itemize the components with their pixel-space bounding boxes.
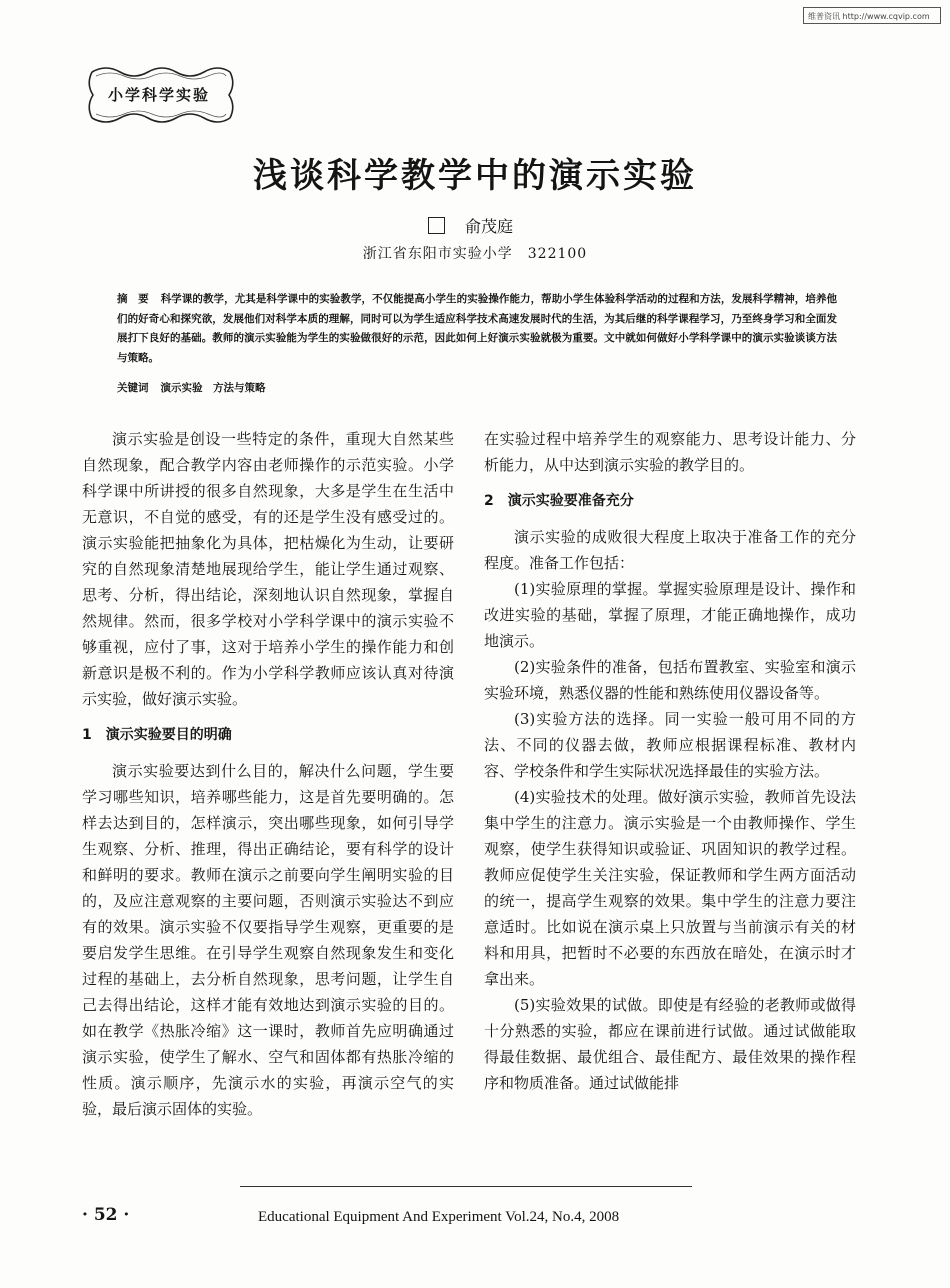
continued-paragraph: 在实验过程中培养学生的观察能力、思考设计能力、分析能力，从中达到演示实验的教学目的。 — [484, 430, 856, 474]
column-label: 小学科学实验 — [108, 86, 211, 104]
abstract — [117, 290, 837, 368]
abstract-text: 科学课的教学，尤其是科学课中的实验教学，不仅能提高小学生的实验操作能力，帮助小学生体验科学活动的过程和方法，发展科学精神，培养他们的好奇心和探究欲，发展他们对科学本质的理解，同时可以为学生适应科学技术高速发展时代的生活，为其后继的科学课程学习，乃至终身学习和全面发展打下良好的基础。教师的演示实验能为学生的实验做很好的示范，因此如何上好演示实验就极为重要。文中就如何做好小学科学课中的演示实验谈谈方法与策略。 — [117, 293, 838, 364]
section-2-intro: 演示实验的成败很大程度上取决于准备工作的充分程度。准备工作包括： — [484, 528, 856, 572]
footer-rule — [240, 1186, 692, 1187]
left-column — [82, 426, 454, 1122]
section-heading-2: 2 演示实验要准备充分 — [484, 493, 634, 509]
keywords-label: 关键词 — [117, 382, 149, 394]
intro-paragraph: 演示实验是创设一些特定的条件，重现大自然某些自然现象，配合教学内容由老师操作的示范实验。小学科学课中所讲授的很多自然现象，大多是学生在生活中无意识，不自觉的感受，有的还是学生没有感受过的。演示实验能把抽象化为具体，把枯燥化为生动，让要研究的自然现象清楚地展现给学生，能让学生通过观察、思考、分析，得出结论，深刻地认识自然现象，掌握自然规律。然而，很多学校对小学科学课中的演示实验不够重视，应付了事，这对于培养小学生的操作能力和创新意识是极不利的。作为小学科学教师应该认真对待演示实验，做好演示实验。 — [82, 430, 454, 708]
page-number: · 52 · — [82, 1205, 130, 1225]
author-name: 俞茂庭 — [465, 217, 514, 236]
article-title: 浅谈科学教学中的演示实验 — [253, 156, 697, 196]
author-box-icon — [428, 217, 445, 234]
abstract-label: 摘 要 — [117, 293, 149, 305]
source-stamp: 维普资讯 http://www.cqvip.com — [803, 7, 941, 24]
list-item: (1)实验原理的掌握。掌握实验原理是设计、操作和改进实验的基础，掌握了原理，才能正确地操作，成功地演示。 — [484, 580, 856, 650]
section-1-paragraph: 演示实验要达到什么目的，解决什么问题，学生要学习哪些知识，培养哪些能力，这是首先要明确的。怎样去达到目的，怎样演示，突出哪些现象，如何引导学生观察、分析、推理，得出正确结论，要有科学的设计和鲜明的要求。教师在演示之前要向学生阐明实验的目的，及应注意观察的主要问题，否则演示实验达不到应有的效果。演示实验不仅要指导学生观察，更重要的是要启发学生思维。在引导学生观察自然现象发生和变化过程的基础上，去分析自然现象，思考问题，让学生自己去得出结论，这样才能有效地达到演示实验的目的。如在教学《热胀冷缩》这一课时，教师首先应明确通过演示实验，使学生了解水、空气和固体都有热胀冷缩的性质。演示顺序，先演示水的实验，再演示空气的实验，最后演示固体的实验。 — [82, 762, 454, 1118]
affiliation: 浙江省东阳市实验小学 322100 — [362, 246, 588, 262]
list-item: (4)实验技术的处理。做好演示实验，教师首先设法集中学生的注意力。演示实验是一个由教师操作、学生观察，使学生获得知识或验证、巩固知识的教学过程。教师应促使学生关注实验，保证教师和学生两方面活动的统一，提高学生观察的效果。集中学生的注意力要注意适时。比如说在演示桌上只放置与当前演示有关的材料和用具，把暂时不必要的东西放在暗处，在演示时才拿出来。 — [484, 788, 856, 988]
list-item: (2)实验条件的准备，包括布置教室、实验室和演示实验环境，熟悉仪器的性能和熟练使用仪器设备等。 — [484, 658, 856, 702]
right-column — [484, 426, 856, 1096]
journal-info: Educational Equipment And Experiment Vol.24, No.4, 2008 — [258, 1209, 620, 1225]
column-header-box — [86, 62, 236, 128]
section-heading-1: 1 演示实验要目的明确 — [82, 727, 232, 743]
list-item: (5)实验效果的试做。即使是有经验的老教师或做得十分熟悉的实验，都应在课前进行试做。通过试做能取得最佳数据、最优组合、最佳配方、最佳效果的操作程序和物质准备。通过试做能排 — [484, 996, 856, 1092]
list-item: (3)实验方法的选择。同一实验一般可用不同的方法、不同的仪器去做，教师应根据课程标准、教材内容、学校条件和学生实际状况选择最佳的实验方法。 — [484, 710, 856, 780]
keywords-text: 演示实验 方法与策略 — [160, 382, 266, 394]
keywords — [117, 380, 266, 395]
author-line — [428, 214, 513, 237]
